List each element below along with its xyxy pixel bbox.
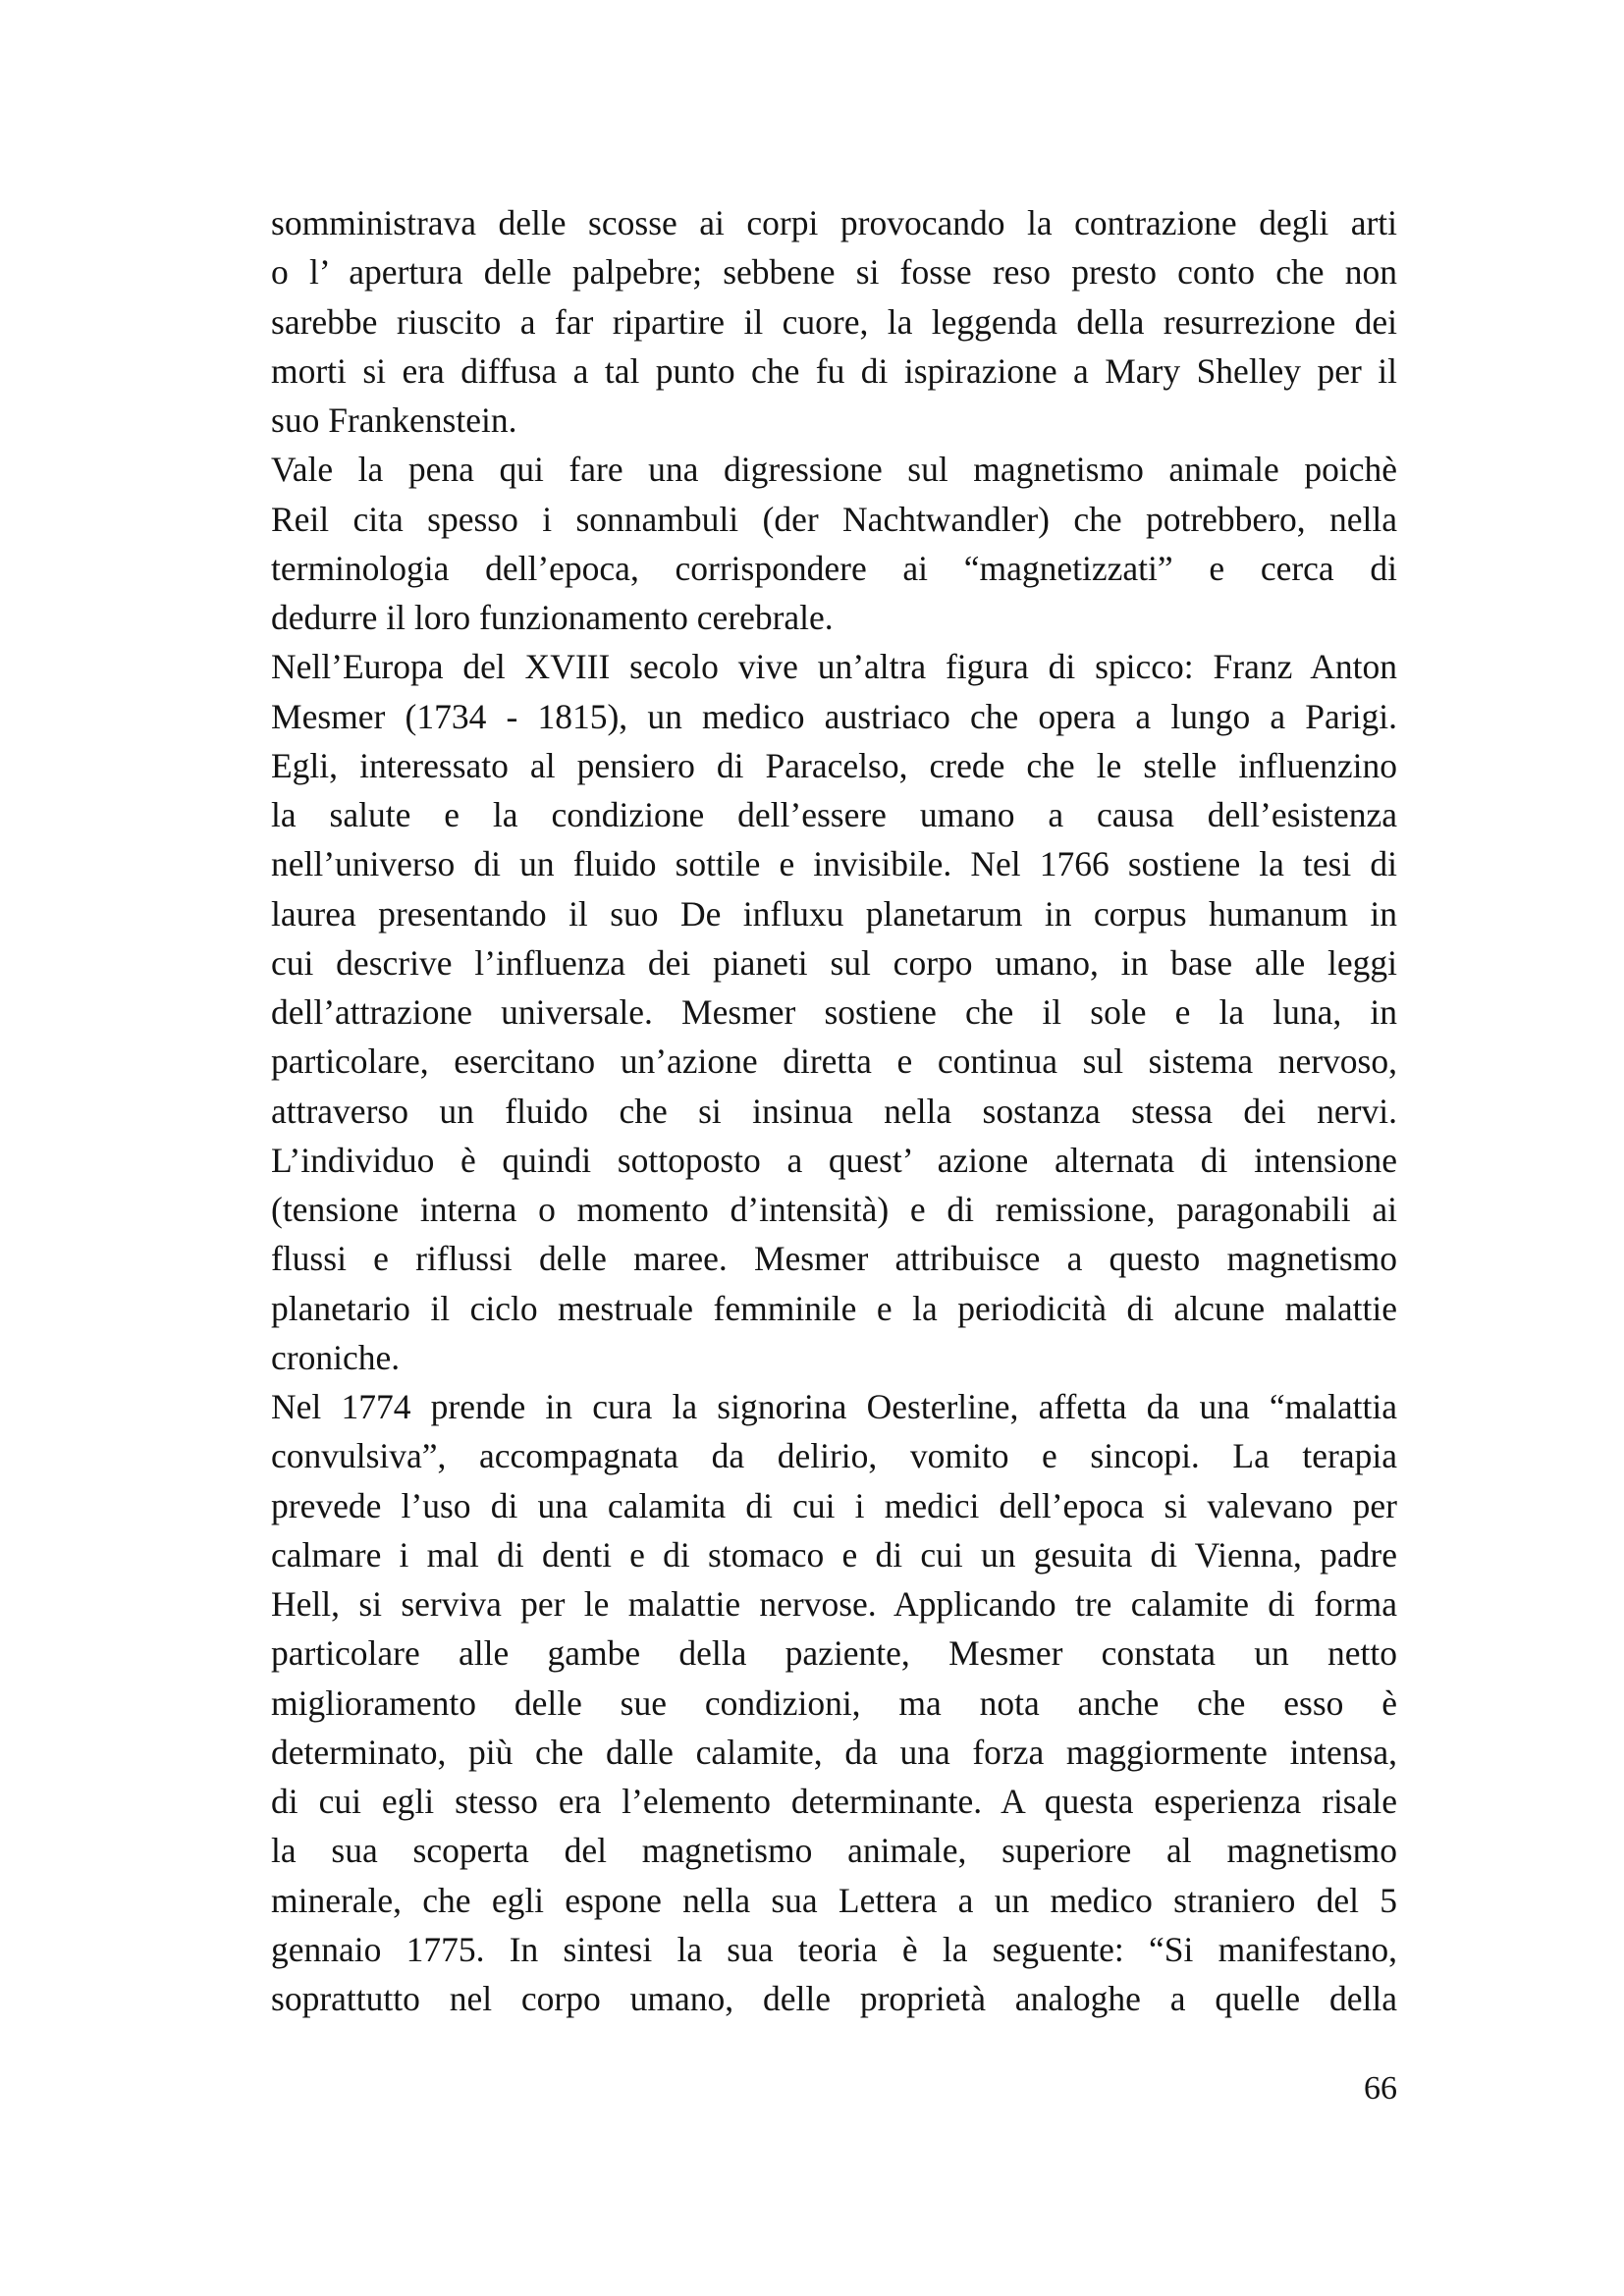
text-line: flussi e riflussi delle maree. Mesmer attribuisce a questo magnetismo bbox=[271, 1239, 1397, 1279]
text-line: gennaio 1775. In sintesi la sua teoria è la seguente: “Si manifestano, bbox=[271, 1929, 1397, 1969]
text-line: particolare alle gambe della paziente, Mesmer constata un netto bbox=[271, 1633, 1397, 1674]
page-number: 66 bbox=[1364, 2070, 1397, 2107]
text-line: attraverso un fluido che si insinua nella sostanza stessa dei nervi. bbox=[271, 1091, 1397, 1131]
text-line: minerale, che egli espone nella sua Lettera a un medico straniero del 5 bbox=[271, 1880, 1397, 1920]
text-line: miglioramento delle sue condizioni, ma nota anche che esso è bbox=[271, 1682, 1397, 1723]
text-line: suo Frankenstein. bbox=[271, 400, 517, 440]
body-text bbox=[271, 198, 1397, 2023]
text-line: convulsiva”, accompagnata da delirio, vomito e sincopi. La terapia bbox=[271, 1436, 1397, 1476]
text-line: determinato, più che dalle calamite, da una forza maggiormente intensa, bbox=[271, 1732, 1397, 1772]
text-line: calmare i mal di denti e di stomaco e di cui un gesuita di Vienna, padre bbox=[271, 1534, 1397, 1575]
text-line: dedurre il loro funzionamento cerebrale. bbox=[271, 598, 834, 637]
text-line: somministrava delle scosse ai corpi provocando la contrazione degli arti bbox=[271, 203, 1397, 242]
text-line: nell’universo di un fluido sottile e invisibile. Nel 1766 sostiene la tesi di bbox=[271, 844, 1397, 884]
text-line: terminologia dell’epoca, corrispondere ai “magnetizzati” e cerca di bbox=[271, 548, 1397, 588]
text-line: laurea presentando il suo De influxu planetarum in corpus humanum in bbox=[271, 893, 1397, 934]
text-line: Nel 1774 prende in cura la signorina Oesterline, affetta da una “malattia bbox=[271, 1387, 1397, 1426]
text-line: L’individuo è quindi sottoposto a quest’ azione alternata di intensione bbox=[271, 1140, 1397, 1180]
text-line: soprattutto nel corpo umano, delle proprietà analoghe a quelle della bbox=[271, 1979, 1397, 2018]
text-line: morti si era diffusa a tal punto che fu di ispirazione a Mary Shelley per il bbox=[271, 350, 1397, 391]
text-line: prevede l’uso di una calamita di cui i medici dell’epoca si valevano per bbox=[271, 1485, 1397, 1525]
text-line: Nell’Europa del XVIII secolo vive un’altra figura di spicco: Franz Anton bbox=[271, 647, 1397, 687]
text-line: croniche. bbox=[271, 1337, 401, 1377]
text-line: o l’ apertura delle palpebre; sebbene si fosse reso presto conto che non bbox=[271, 252, 1397, 293]
text-line: dell’attrazione universale. Mesmer sostiene che il sole e la luna, in bbox=[271, 992, 1397, 1032]
text-line: (tensione interna o momento d’intensità) e di remissione, paragonabili ai bbox=[271, 1190, 1397, 1229]
text-line: la sua scoperta del magnetismo animale, superiore al magnetismo bbox=[271, 1831, 1397, 1871]
text-line: Hell, si serviva per le malattie nervose. Applicando tre calamite di forma bbox=[271, 1584, 1397, 1624]
text-line: sarebbe riuscito a far ripartire il cuore, la leggenda della resurrezione dei bbox=[271, 301, 1397, 342]
text-line: la salute e la condizione dell’essere umano a causa dell’esistenza bbox=[271, 795, 1397, 834]
text-line: Reil cita spesso i sonnambuli (der Nachtwandler) che potrebbero, nella bbox=[271, 499, 1397, 539]
text-line: planetario il ciclo mestruale femminile e la periodicità di alcune malattie bbox=[271, 1288, 1397, 1328]
text-line: Vale la pena qui fare una digressione sul magnetismo animale poichè bbox=[271, 450, 1397, 490]
text-line: di cui egli stesso era l’elemento determinante. A questa esperienza risale bbox=[271, 1782, 1397, 1821]
text-line: cui descrive l’influenza dei pianeti sul corpo umano, in base alle leggi bbox=[271, 942, 1397, 983]
text-line: particolare, esercitano un’azione diretta e continua sul sistema nervoso, bbox=[271, 1041, 1397, 1082]
text-line: Mesmer (1734 - 1815), un medico austriaco che opera a lungo a Parigi. bbox=[271, 696, 1397, 736]
text-line: Egli, interessato al pensiero di Paracelso, crede che le stelle influenzino bbox=[271, 745, 1397, 785]
